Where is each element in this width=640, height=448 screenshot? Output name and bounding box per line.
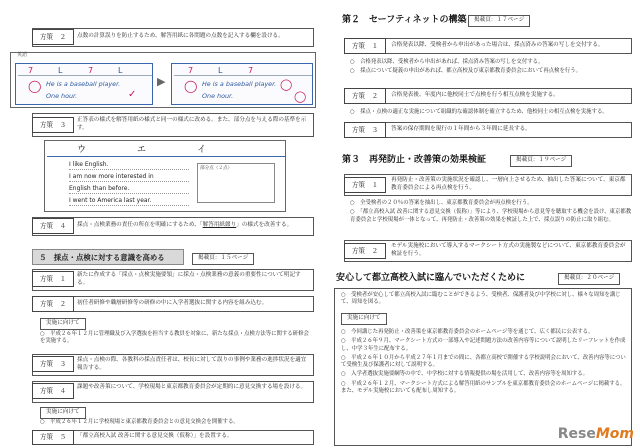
s5-method1-box xyxy=(32,269,314,291)
section5-page-ref: 掲載頁：１５ページ xyxy=(192,253,254,265)
sheet-row-1 xyxy=(18,66,152,76)
english-line-2: I am now more interested in xyxy=(69,173,189,182)
score-circle-icon-2: ◯ xyxy=(294,90,307,103)
s5-method2-box xyxy=(32,296,314,312)
sec4-note-2: ○ 平成２６年９月、マークシート方式の一部導入や記述問題方法の改善内容等について説明したリーフレットを作成し、中学３年生に配布する。 xyxy=(341,338,626,352)
sheet-after xyxy=(171,63,313,105)
english-lines xyxy=(69,161,189,206)
s5-method4-box xyxy=(32,381,314,403)
sheet-before xyxy=(15,63,153,105)
sheet-mark-2: L xyxy=(58,66,63,75)
sheet-after-mark-3: 7 xyxy=(248,66,254,75)
s5-impl-note-1: ○ 平成２６年１２月に管理職及び入学選抜を担当する教員を対象に、新たな採点・点検方法等に関する研修会を実施する。 xyxy=(40,331,309,345)
method4-box xyxy=(32,217,314,236)
sheet-after-mark-2: L xyxy=(218,66,223,75)
sec3-m2-box xyxy=(344,240,632,262)
s5-method4-text: 課題や改善策について、学校現場と東京都教育委員会が定期的に意見交換する場を設ける。 xyxy=(77,384,307,390)
method3-box xyxy=(32,113,314,137)
s5-method3-tag: 方策 ３ xyxy=(32,356,74,372)
answer-sheet-figure xyxy=(10,52,316,108)
sec4-note-4: ○ 入学者選抜実施要綱等の中で、中学校に対する情報提供の場を活用して、改善内容等を周知する。 xyxy=(341,371,589,378)
method3-tag: 方策 ３ xyxy=(32,117,74,133)
resemom-logo: ReseMom xyxy=(557,426,634,443)
s5-method2-tag: 方策 ２ xyxy=(32,296,74,312)
sec2-title: 第２ セーフティネットの構築 xyxy=(342,15,467,25)
sheet-line-2: One hour. xyxy=(46,92,78,100)
s5-method1-text: 新たに作成する「採点・点検実施要領」に採点・点検業務の意義の重要性について明記する。 xyxy=(77,272,301,286)
english-line-4: I went to America last year. xyxy=(69,197,189,206)
sec3-m1-text: 再発防止・改善策の実施状況を確認し、一層向上させるため、抽出した答案について、東京都教育委員会による再点検を行う。 xyxy=(391,177,626,191)
kana-3: イ xyxy=(197,145,207,155)
section5-title: ５ 採点・点検に対する意識を高める xyxy=(32,249,184,265)
right-column xyxy=(320,0,640,448)
sec4-impl-label: 実施に向けて xyxy=(341,313,387,325)
sheet-mark-3: 7 xyxy=(88,66,94,75)
sec4-note-1: ○ 今回講じた再発防止・改善策を東京都教育委員会のホームページ等を通じて、広く都民に公表する。 xyxy=(341,329,594,335)
circle-mark-after: ◯ xyxy=(184,79,198,93)
sec2-m3-box xyxy=(344,122,632,138)
sec2-m2-box xyxy=(344,88,632,104)
sec2-m1-text: 合格発表以降、受検者から申出があった場合は、採点済みの答案の写しを交付する。 xyxy=(391,42,604,48)
english-line-3: English than before. xyxy=(69,185,189,194)
sec2-m2-tag: 方策 ２ xyxy=(344,88,386,104)
method2-tag: 方策 ２ xyxy=(32,29,74,45)
kana-row xyxy=(47,143,285,157)
sec4-title: 安心して都立高校入試に臨んでいただくために xyxy=(336,273,526,283)
kana-2: エ xyxy=(137,145,147,155)
s5-method5-text: 「都立高校入試 改善に関する意見交換（仮称）」を設置する。 xyxy=(77,433,233,439)
method2-text: 点数の計算誤りを防止するため、解答用紙に各問題の点数を記入する欄を設ける。 xyxy=(77,33,284,39)
sec2-m1-notes xyxy=(350,59,632,78)
arrow-right-icon: ▶ xyxy=(157,75,166,88)
check-mark: ✓ xyxy=(128,89,137,100)
sec3-m1-notes xyxy=(350,200,632,226)
sec3-m1-note-2: ○ 「都立高校入試 改善に関する意見交換（仮称）」等により、学校現場から意見等を聴取する機会を設け、東京都教育委員会と学校現場が一体となって、再発防止・改善策の効果を検証した上で、採点誤りの防止に取り組む。 xyxy=(350,209,632,223)
sec2-m3-text: 答案の保存期間を現行の１年間から３年間に延長する。 xyxy=(391,126,531,132)
s5-impl-note-2: ○ 平成２６年１２月に学校現場と東京都教育委員会との意見交換会を開催する。 xyxy=(40,419,239,425)
sec2-m1-note-2: ○ 採点について疑義の申出があれば、都立高校及び東京都教育委員会において再点検を行う。 xyxy=(350,68,582,75)
s5-method3-box xyxy=(32,354,314,376)
sec3-m1-note-1: ○ 全受検者の２０％の答案を抽出し、東京都教育委員会が再点検を行う。 xyxy=(350,200,533,206)
s5-impl-label-1: 実施に向けて xyxy=(40,318,86,330)
s5-method5-box xyxy=(32,430,314,445)
s5-impl-label-2: 実施に向けて xyxy=(40,407,86,419)
sec4-box xyxy=(334,288,632,446)
sec3-page-ref: 掲載頁：１９ページ xyxy=(510,155,572,167)
circle-mark: ◯ xyxy=(28,79,42,93)
s5-impl-notes-2 xyxy=(40,419,310,428)
sec2-m3-tag: 方策 ３ xyxy=(344,122,386,138)
partial-score-note: 部分点（２点） xyxy=(197,163,275,203)
sheet-mark-4: L xyxy=(118,66,123,75)
sec2-m1-tag: 方策 １ xyxy=(344,38,386,54)
sec2-m2-notes xyxy=(350,109,632,118)
sheet-mark-1: 7 xyxy=(28,66,34,75)
sec2-m2-note-1: ○ 採点・点検の適正な実施について組織的な確認体制を確立するため、他校同士の相互点検を実施する。 xyxy=(350,109,608,115)
figure-label-english: 英語 xyxy=(17,52,28,58)
english-line-1: I like English. xyxy=(69,161,189,170)
sheet-after-row-1 xyxy=(174,66,312,76)
sec2-page-ref: 掲載頁：１７ページ xyxy=(468,15,530,27)
sec2-m1-box xyxy=(344,38,632,54)
s5-method3-text: 採点・点検の際、各教科の採点責任者は、校長に対して誤りの事例や業務の進捗状況を適宜報告する。 xyxy=(77,357,307,371)
sheet-after-line-2: One hour. xyxy=(202,92,234,100)
sec3-m2-text: モデル実施校において導入するマークシート方式の実施製などについて、東京都教育委員会が検証を行う。 xyxy=(391,243,626,257)
method3-text: 正答表の様式を解答用紙の様式と同一の様式に改める。また、部分点を与える際の基準を示す。 xyxy=(77,117,307,131)
s5-method5-tag: 方策 ５ xyxy=(32,430,74,445)
s5-method1-tag: 方策 １ xyxy=(32,271,74,287)
sec3-m1-box xyxy=(344,174,632,196)
score-circle-icon: ◯ xyxy=(280,78,293,91)
sheet-line-1: He is a baseball player. xyxy=(46,80,121,88)
sec3-m1-tag: 方策 １ xyxy=(344,177,386,193)
sec4-note-5: ○ 平成２６年１２月、マークシート方式による解答用紙のサンプルを東京都教育委員会のホームページに掲載する。また、モデル実施校においても配布し周知する。 xyxy=(341,380,626,395)
method4-tag: 方策 ４ xyxy=(32,218,74,234)
sec3-m2-tag: 方策 ２ xyxy=(344,243,386,259)
sheet-after-mark-1: 7 xyxy=(188,66,194,75)
sec2-m1-note-1: ○ 合格発表以降、受検者から申出があれば、採点済み答案の写しを交付する。 xyxy=(350,59,544,65)
method2-box xyxy=(32,28,314,47)
sec4-notes xyxy=(341,329,627,397)
sec4-page-ref: 掲載頁：２０ページ xyxy=(558,273,620,285)
kana-1: ウ xyxy=(77,145,87,155)
sec4-note-3: ○ 平成２６年１０月から平成２７年１月までの間に、各都立高校で開催する学校説明会において、改善内容等について受検生及び保護者に対して説明する。 xyxy=(341,354,626,369)
s5-impl-notes-1 xyxy=(40,331,310,348)
sec3-title: 第３ 再発防止・改善策の効果検証 xyxy=(342,155,487,165)
sec4-intro: ○ 受検者が安心して都立高校入試に臨むことができるよう、受検者、保護者及び中学校に対し、様々な周知を講じて、周知を図る。 xyxy=(341,292,621,306)
s5-method2-text: 初任者研修や職層研修等の研修の中に入学者選抜に関する内容を組み込む。 xyxy=(77,300,268,306)
sec2-m2-text: 合格発表後、年度内に他校同士で点検を行う相互点検を実施する。 xyxy=(391,92,559,98)
sheet-after-line-1: He is a baseball player. xyxy=(202,80,277,88)
answer-key-figure xyxy=(44,140,286,212)
method4-text: 採点・点検業務の責任の所在を明確にするため、「解答用紙綴り」の様式を改善する。 xyxy=(77,222,293,228)
s5-method4-tag: 方策 ４ xyxy=(32,383,74,399)
